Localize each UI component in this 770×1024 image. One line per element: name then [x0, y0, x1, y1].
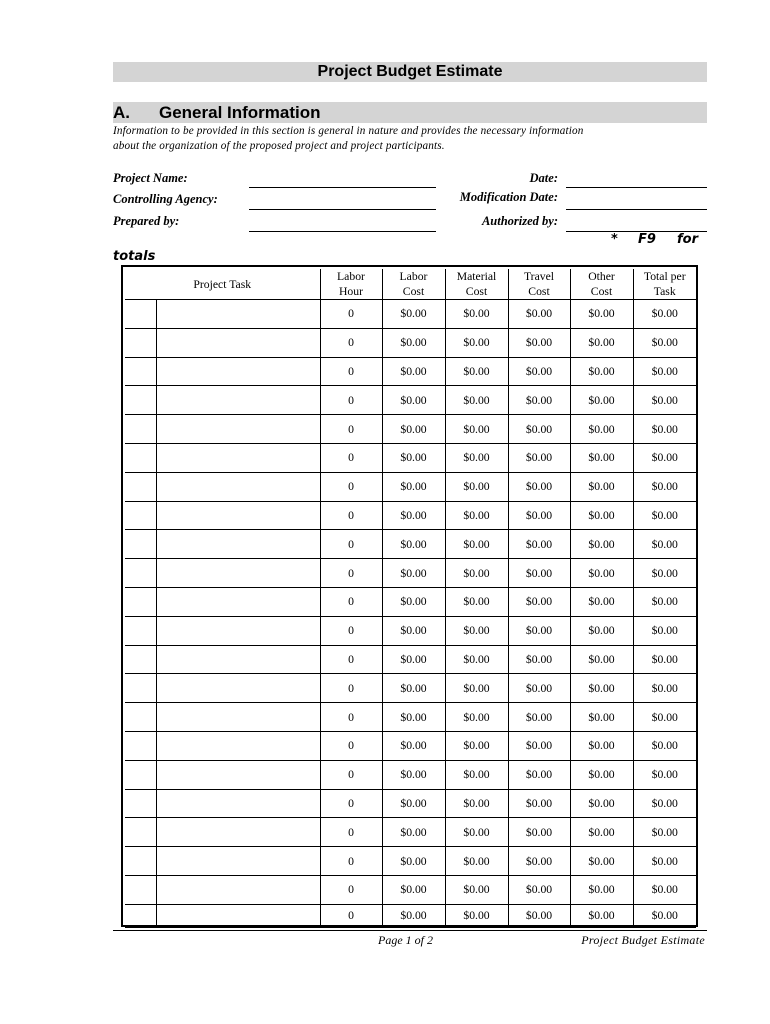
budget-table-frame	[121, 265, 698, 927]
task-cell[interactable]	[156, 703, 320, 732]
material-cost-cell: $0.00	[445, 616, 508, 645]
task-cell[interactable]	[156, 328, 320, 357]
labor-cost-cell: $0.00	[382, 300, 445, 329]
task-cell[interactable]	[156, 818, 320, 847]
other-cost-cell: $0.00	[570, 386, 633, 415]
total-cell: $0.00	[633, 328, 696, 357]
material-cost-cell: $0.00	[445, 386, 508, 415]
labor-hour-cell: 0	[320, 587, 382, 616]
material-cost-cell: $0.00	[445, 818, 508, 847]
task-cell[interactable]	[156, 847, 320, 876]
header-total-per-task: Total per Task	[633, 269, 696, 300]
other-cost-cell: $0.00	[570, 357, 633, 386]
material-cost-cell: $0.00	[445, 357, 508, 386]
material-cost-cell: $0.00	[445, 587, 508, 616]
travel-cost-cell: $0.00	[508, 587, 570, 616]
labor-hour-cell: 0	[320, 674, 382, 703]
header-travel-cost: Travel Cost	[508, 269, 570, 300]
task-cell[interactable]	[156, 587, 320, 616]
header-labor-cost: Labor Cost	[382, 269, 445, 300]
material-cost-cell: $0.00	[445, 530, 508, 559]
travel-cost-cell: $0.00	[508, 904, 570, 927]
total-cell: $0.00	[633, 789, 696, 818]
labor-hour-cell: 0	[320, 818, 382, 847]
task-cell[interactable]	[156, 559, 320, 588]
labor-cost-cell: $0.00	[382, 386, 445, 415]
row-number-cell[interactable]	[125, 415, 156, 444]
task-cell[interactable]	[156, 530, 320, 559]
project-name-label: Project Name:	[113, 171, 188, 185]
row-number-cell[interactable]	[125, 530, 156, 559]
row-number-cell[interactable]	[125, 789, 156, 818]
labor-cost-cell: $0.00	[382, 559, 445, 588]
labor-cost-cell: $0.00	[382, 818, 445, 847]
row-number-cell[interactable]	[125, 559, 156, 588]
labor-cost-cell: $0.00	[382, 875, 445, 904]
other-cost-cell: $0.00	[570, 300, 633, 329]
section-number: A.	[113, 103, 130, 122]
table-row	[125, 587, 696, 616]
budget-table	[125, 269, 696, 928]
task-cell[interactable]	[156, 875, 320, 904]
total-cell: $0.00	[633, 501, 696, 530]
modification-date-label: Modification Date:	[459, 190, 558, 204]
labor-hour-cell: 0	[320, 415, 382, 444]
prepared-by-label: Prepared by:	[113, 214, 180, 228]
travel-cost-cell: $0.00	[508, 357, 570, 386]
prepared-by-field[interactable]	[249, 231, 436, 232]
total-cell: $0.00	[633, 357, 696, 386]
labor-cost-cell: $0.00	[382, 731, 445, 760]
labor-cost-cell: $0.00	[382, 904, 445, 927]
row-number-cell[interactable]	[125, 731, 156, 760]
other-cost-cell: $0.00	[570, 904, 633, 927]
task-cell[interactable]	[156, 501, 320, 530]
date-field[interactable]	[566, 187, 707, 188]
labor-cost-cell: $0.00	[382, 789, 445, 818]
footer-doc-title: Project Budget Estimate	[581, 933, 705, 947]
table-row	[125, 415, 696, 444]
table-row	[125, 674, 696, 703]
material-cost-cell: $0.00	[445, 501, 508, 530]
row-number-cell[interactable]	[125, 587, 156, 616]
note-totals: totals	[113, 249, 156, 264]
other-cost-cell: $0.00	[570, 530, 633, 559]
table-row	[125, 386, 696, 415]
labor-hour-cell: 0	[320, 443, 382, 472]
table-row	[125, 559, 696, 588]
row-number-cell[interactable]	[125, 847, 156, 876]
total-cell: $0.00	[633, 443, 696, 472]
controlling-agency-label: Controlling Agency:	[113, 192, 218, 206]
labor-cost-cell: $0.00	[382, 587, 445, 616]
material-cost-cell: $0.00	[445, 731, 508, 760]
travel-cost-cell: $0.00	[508, 818, 570, 847]
labor-hour-cell: 0	[320, 789, 382, 818]
travel-cost-cell: $0.00	[508, 328, 570, 357]
row-number-cell[interactable]	[125, 645, 156, 674]
material-cost-cell: $0.00	[445, 472, 508, 501]
table-row	[125, 703, 696, 732]
row-number-cell[interactable]	[125, 616, 156, 645]
travel-cost-cell: $0.00	[508, 703, 570, 732]
section-heading: General Information	[159, 103, 321, 122]
other-cost-cell: $0.00	[570, 674, 633, 703]
task-cell[interactable]	[156, 904, 320, 927]
labor-cost-cell: $0.00	[382, 357, 445, 386]
material-cost-cell: $0.00	[445, 328, 508, 357]
total-cell: $0.00	[633, 645, 696, 674]
row-number-cell[interactable]	[125, 386, 156, 415]
material-cost-cell: $0.00	[445, 443, 508, 472]
task-cell[interactable]	[156, 760, 320, 789]
total-cell: $0.00	[633, 703, 696, 732]
row-number-cell[interactable]	[125, 443, 156, 472]
labor-hour-cell: 0	[320, 328, 382, 357]
date-label: Date:	[529, 171, 558, 185]
other-cost-cell: $0.00	[570, 875, 633, 904]
modification-date-field[interactable]	[566, 209, 707, 210]
table-row	[125, 645, 696, 674]
travel-cost-cell: $0.00	[508, 443, 570, 472]
travel-cost-cell: $0.00	[508, 645, 570, 674]
total-cell: $0.00	[633, 847, 696, 876]
travel-cost-cell: $0.00	[508, 530, 570, 559]
table-row	[125, 818, 696, 847]
other-cost-cell: $0.00	[570, 760, 633, 789]
table-row	[125, 443, 696, 472]
task-cell[interactable]	[156, 616, 320, 645]
authorized-by-label: Authorized by:	[481, 214, 558, 228]
labor-cost-cell: $0.00	[382, 472, 445, 501]
task-cell[interactable]	[156, 386, 320, 415]
other-cost-cell: $0.00	[570, 472, 633, 501]
table-row	[125, 501, 696, 530]
labor-hour-cell: 0	[320, 559, 382, 588]
row-number-cell[interactable]	[125, 472, 156, 501]
labor-hour-cell: 0	[320, 703, 382, 732]
row-number-cell[interactable]	[125, 904, 156, 927]
header-labor-hour: Labor Hour	[320, 269, 382, 300]
row-number-cell[interactable]	[125, 674, 156, 703]
page-title: Project Budget Estimate	[113, 62, 707, 82]
labor-cost-cell: $0.00	[382, 847, 445, 876]
other-cost-cell: $0.00	[570, 847, 633, 876]
task-cell[interactable]	[156, 415, 320, 444]
task-cell[interactable]	[156, 357, 320, 386]
table-row	[125, 731, 696, 760]
note-for: for	[677, 232, 698, 247]
table-header-row	[125, 269, 696, 300]
travel-cost-cell: $0.00	[508, 616, 570, 645]
task-cell[interactable]	[156, 443, 320, 472]
table-row	[125, 760, 696, 789]
note-star: *	[611, 232, 618, 247]
other-cost-cell: $0.00	[570, 789, 633, 818]
labor-hour-cell: 0	[320, 847, 382, 876]
total-cell: $0.00	[633, 904, 696, 927]
labor-cost-cell: $0.00	[382, 443, 445, 472]
total-cell: $0.00	[633, 386, 696, 415]
task-cell[interactable]	[156, 731, 320, 760]
row-number-cell[interactable]	[125, 501, 156, 530]
labor-cost-cell: $0.00	[382, 501, 445, 530]
row-number-cell[interactable]	[125, 703, 156, 732]
labor-hour-cell: 0	[320, 300, 382, 329]
material-cost-cell: $0.00	[445, 559, 508, 588]
other-cost-cell: $0.00	[570, 818, 633, 847]
material-cost-cell: $0.00	[445, 300, 508, 329]
material-cost-cell: $0.00	[445, 415, 508, 444]
table-row	[125, 847, 696, 876]
total-cell: $0.00	[633, 760, 696, 789]
row-number-cell[interactable]	[125, 760, 156, 789]
table-row	[125, 789, 696, 818]
intro-text	[113, 124, 707, 153]
travel-cost-cell: $0.00	[508, 501, 570, 530]
material-cost-cell: $0.00	[445, 847, 508, 876]
header-project-task: Project Task	[125, 269, 320, 300]
footer-page-number: Page 1 of 2	[378, 933, 433, 947]
travel-cost-cell: $0.00	[508, 300, 570, 329]
note-f9-key: F9	[638, 232, 656, 247]
table-row	[125, 472, 696, 501]
labor-hour-cell: 0	[320, 731, 382, 760]
project-name-field[interactable]	[249, 187, 436, 188]
labor-hour-cell: 0	[320, 472, 382, 501]
other-cost-cell: $0.00	[570, 703, 633, 732]
total-cell: $0.00	[633, 616, 696, 645]
labor-cost-cell: $0.00	[382, 616, 445, 645]
task-cell[interactable]	[156, 472, 320, 501]
labor-hour-cell: 0	[320, 645, 382, 674]
header-material-cost: Material Cost	[445, 269, 508, 300]
labor-cost-cell: $0.00	[382, 415, 445, 444]
row-number-cell[interactable]	[125, 818, 156, 847]
material-cost-cell: $0.00	[445, 875, 508, 904]
travel-cost-cell: $0.00	[508, 386, 570, 415]
total-cell: $0.00	[633, 559, 696, 588]
other-cost-cell: $0.00	[570, 616, 633, 645]
intro-line-2: about the organization of the proposed project and project participants.	[113, 139, 445, 152]
travel-cost-cell: $0.00	[508, 472, 570, 501]
labor-hour-cell: 0	[320, 501, 382, 530]
header-other-cost: Other Cost	[570, 269, 633, 300]
other-cost-cell: $0.00	[570, 415, 633, 444]
other-cost-cell: $0.00	[570, 559, 633, 588]
total-cell: $0.00	[633, 415, 696, 444]
material-cost-cell: $0.00	[445, 789, 508, 818]
row-number-cell[interactable]	[125, 875, 156, 904]
labor-cost-cell: $0.00	[382, 760, 445, 789]
total-cell: $0.00	[633, 300, 696, 329]
row-number-cell[interactable]	[125, 357, 156, 386]
other-cost-cell: $0.00	[570, 731, 633, 760]
controlling-agency-field[interactable]	[249, 209, 436, 210]
other-cost-cell: $0.00	[570, 328, 633, 357]
total-cell: $0.00	[633, 731, 696, 760]
travel-cost-cell: $0.00	[508, 875, 570, 904]
section-header	[113, 102, 707, 123]
travel-cost-cell: $0.00	[508, 760, 570, 789]
labor-hour-cell: 0	[320, 616, 382, 645]
travel-cost-cell: $0.00	[508, 847, 570, 876]
task-cell[interactable]	[156, 300, 320, 329]
other-cost-cell: $0.00	[570, 587, 633, 616]
table-row	[125, 616, 696, 645]
table-row	[125, 328, 696, 357]
labor-cost-cell: $0.00	[382, 645, 445, 674]
task-cell[interactable]	[156, 789, 320, 818]
travel-cost-cell: $0.00	[508, 559, 570, 588]
total-cell: $0.00	[633, 875, 696, 904]
total-cell: $0.00	[633, 472, 696, 501]
task-cell[interactable]	[156, 645, 320, 674]
total-cell: $0.00	[633, 587, 696, 616]
travel-cost-cell: $0.00	[508, 731, 570, 760]
row-number-cell[interactable]	[125, 328, 156, 357]
labor-cost-cell: $0.00	[382, 674, 445, 703]
intro-line-1: Information to be provided in this section is general in nature and provides the necessary information	[113, 125, 584, 137]
labor-hour-cell: 0	[320, 904, 382, 927]
material-cost-cell: $0.00	[445, 904, 508, 927]
total-cell: $0.00	[633, 674, 696, 703]
material-cost-cell: $0.00	[445, 645, 508, 674]
travel-cost-cell: $0.00	[508, 415, 570, 444]
travel-cost-cell: $0.00	[508, 674, 570, 703]
row-number-cell[interactable]	[125, 300, 156, 329]
material-cost-cell: $0.00	[445, 703, 508, 732]
labor-hour-cell: 0	[320, 875, 382, 904]
table-row	[125, 875, 696, 904]
total-cell: $0.00	[633, 818, 696, 847]
table-row	[125, 300, 696, 329]
labor-cost-cell: $0.00	[382, 703, 445, 732]
footer-divider	[113, 930, 707, 931]
task-cell[interactable]	[156, 674, 320, 703]
labor-hour-cell: 0	[320, 357, 382, 386]
labor-cost-cell: $0.00	[382, 328, 445, 357]
material-cost-cell: $0.00	[445, 674, 508, 703]
other-cost-cell: $0.00	[570, 501, 633, 530]
total-cell: $0.00	[633, 530, 696, 559]
table-row	[125, 904, 696, 927]
labor-hour-cell: 0	[320, 760, 382, 789]
labor-hour-cell: 0	[320, 530, 382, 559]
table-row	[125, 357, 696, 386]
labor-cost-cell: $0.00	[382, 530, 445, 559]
table-row	[125, 530, 696, 559]
other-cost-cell: $0.00	[570, 443, 633, 472]
other-cost-cell: $0.00	[570, 645, 633, 674]
labor-hour-cell: 0	[320, 386, 382, 415]
travel-cost-cell: $0.00	[508, 789, 570, 818]
material-cost-cell: $0.00	[445, 760, 508, 789]
